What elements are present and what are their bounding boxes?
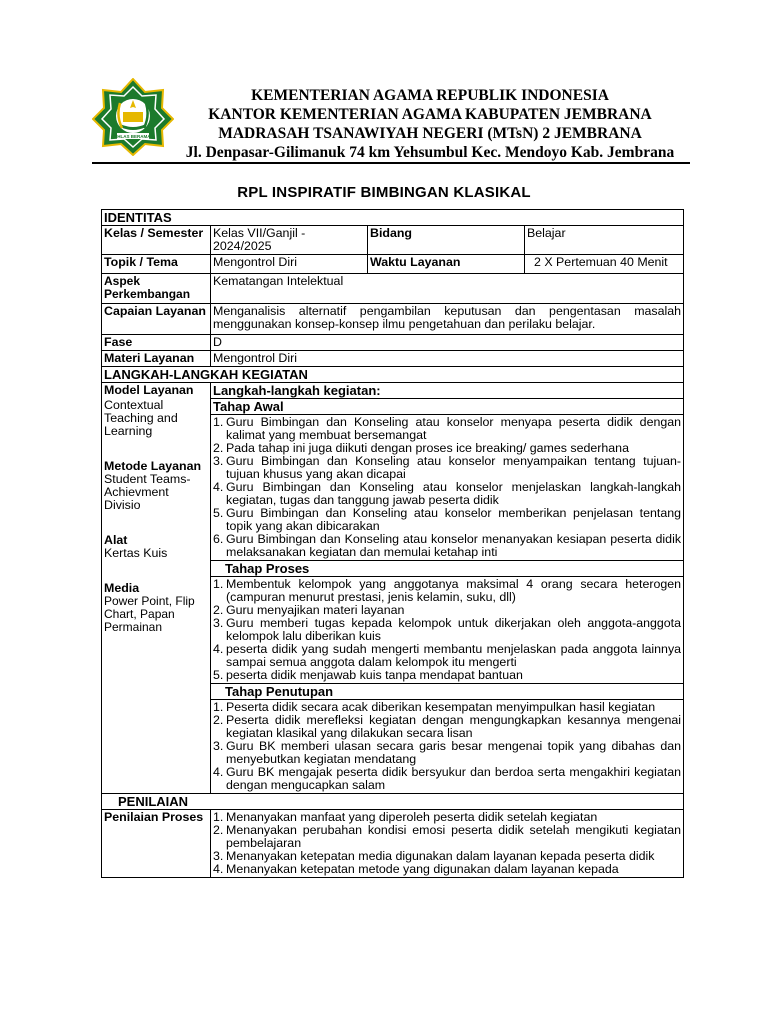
fase-label: Fase xyxy=(102,335,211,351)
penilaian-heading: PENILAIAN xyxy=(102,794,684,810)
list-item: 1. Peserta didik secara acak diberikan kesempatan menyimpulkan hasil kegiatan xyxy=(213,700,656,714)
list-item: 3. Menanyakan ketepatan media digunakan dalam layanan kepada peserta didik xyxy=(213,849,655,863)
list-item: 1. Membentuk kelompok yang anggotanya maksimal 4 orang secara heterogen (campuran menurut prestasi, jenis kelamin, suku, dll) xyxy=(213,577,682,604)
proses-list xyxy=(213,578,681,682)
topik-value: Mengontrol Diri xyxy=(211,255,368,274)
letterhead xyxy=(0,0,768,170)
bidang-value: Belajar xyxy=(525,226,684,255)
awal-list xyxy=(213,416,681,559)
media-value: Power Point, Flip Chart, Papan Permainan xyxy=(104,594,195,634)
list-item: 3. Guru memberi tugas kepada kelompok untuk dikerjakan oleh anggota-anggota kelompok lalu diberikan kuis xyxy=(213,616,682,643)
tahap-awal-steps xyxy=(211,415,684,561)
penilaian-items xyxy=(211,810,684,878)
layanan-sidebar xyxy=(102,383,211,794)
document-title: RPL INSPIRATIF BIMBINGAN KLASIKAL xyxy=(237,184,531,201)
list-item: 5. peserta didik menjawab kuis tanpa mendapat bantuan xyxy=(213,668,523,682)
institution-header xyxy=(175,86,685,162)
svg-text:IKHLAS BERAMAL: IKHLAS BERAMAL xyxy=(112,134,154,139)
topik-label: Topik / Tema xyxy=(102,255,211,274)
materi-value: Mengontrol Diri xyxy=(211,351,684,367)
model-value: Contextual Teaching and Learning xyxy=(104,398,178,438)
kemenag-logo-icon xyxy=(92,78,174,156)
metode-value: Student Teams-Achievment Divisio xyxy=(104,472,191,512)
list-item: 2. Peserta didik merefleksi kegiatan dengan mengungkapkan kesannya mengenai kegiatan klasikal yang dilakukan secara lisan xyxy=(213,713,682,740)
list-item: 2. Guru menyajikan materi layanan xyxy=(213,603,405,617)
office-name: KANTOR KEMENTERIAN AGAMA KABUPATEN JEMBRANA xyxy=(208,106,652,123)
alat-value: Kertas Kuis xyxy=(104,546,168,560)
list-item: 2. Pada tahap ini juga diikuti dengan proses ice breaking/ games sederhana xyxy=(213,441,629,455)
langkah-heading: LANGKAH-LANGKAH KEGIATAN xyxy=(102,367,684,383)
bidang-label: Bidang xyxy=(368,226,525,255)
waktu-value: 2 X Pertemuan 40 Menit xyxy=(525,255,684,274)
list-item: 3. Guru BK memberi ulasan secara garis besar mengenai topik yang dibahas dan menyebutkan kegiatan mendatang xyxy=(213,739,682,766)
capaian-value: Menganalisis alternatif pengambilan keputusan dan pengentasan masalah menggunakan konsep-konsep ilmu pengetahuan dan perilaku belajar. xyxy=(211,304,684,335)
model-label: Model Layanan xyxy=(104,383,194,397)
list-item: 6. Guru Bimbingan dan Konseling atau konselor menanyakan kesiapan peserta didik melaksanakan kegiatan dan memulai ketahap inti xyxy=(213,532,682,559)
ministry-name: KEMENTERIAN AGAMA REPUBLIK INDONESIA xyxy=(251,87,609,104)
tahap-penutupan-block xyxy=(211,684,684,794)
list-item: 4. peserta didik yang sudah mengerti membantu menjelaskan pada anggota lainnya sampai semua anggota dalam kelompok itu mengerti xyxy=(213,642,682,669)
tahap-proses-steps xyxy=(211,577,684,684)
alat-label: Alat xyxy=(104,533,128,547)
aspek-label: Aspek Perkembangan xyxy=(102,274,211,304)
tahap-proses-label: Tahap Proses xyxy=(211,561,684,577)
penilaian-list xyxy=(213,811,681,876)
fase-value: D xyxy=(211,335,684,351)
metode-label: Metode Layanan xyxy=(104,459,202,473)
list-item: 4. Guru BK mengajak peserta didik bersyukur dan berdoa serta mengakhiri kegiatan dengan mengucapkan salam xyxy=(213,765,682,792)
list-item: 1. Menanyakan manfaat yang diperoleh peserta didik setelah kegiatan xyxy=(213,810,598,824)
capaian-label: Capaian Layanan xyxy=(102,304,211,335)
school-address: Jl. Denpasar-Gilimanuk 74 km Yehsumbul Kec. Mendoyo Kab. Jembrana xyxy=(185,144,675,161)
tahap-awal-label: Tahap Awal xyxy=(211,399,684,415)
identitas-heading: IDENTITAS xyxy=(102,210,684,226)
materi-label: Materi Layanan xyxy=(102,351,211,367)
aspek-value: Kematangan Intelektual xyxy=(211,274,684,304)
kegiatan-label: Langkah-langkah kegiatan: xyxy=(211,383,684,399)
kelas-label: Kelas / Semester xyxy=(102,226,211,255)
list-item: 1. Guru Bimbingan dan Konseling atau konselor menyapa peserta didik dengan kalimat yang membuat bersemangat xyxy=(213,415,682,442)
media-label: Media xyxy=(104,581,140,595)
list-item: 3. Guru Bimbingan dan Konseling atau konselor menyampaikan tentang tujuan-tujuan khusus yang akan dicapai xyxy=(213,454,682,481)
header-divider xyxy=(92,162,690,164)
penutupan-list xyxy=(213,701,681,792)
kelas-value: Kelas VII/Ganjil - 2024/2025 xyxy=(211,226,368,255)
penilaian-proses-label: Penilaian Proses xyxy=(102,810,211,878)
list-item: 2. Menanyakan perubahan kondisi emosi peserta didik setelah mengikuti kegiatan pembelajaran xyxy=(213,823,682,850)
list-item: 5. Guru Bimbingan dan Konseling atau konselor memberikan penjelasan tentang topik yang akan dibicarakan xyxy=(213,506,682,533)
list-item: 4. Menanyakan ketepatan metode yang digunakan dalam layanan kepada xyxy=(213,862,619,876)
tahap-penutupan-label: Tahap Penutupan xyxy=(225,684,334,699)
waktu-label: Waktu Layanan xyxy=(368,255,525,274)
rpl-table xyxy=(101,209,684,878)
school-name: MADRASAH TSANAWIYAH NEGERI (MTsN) 2 JEMBRANA xyxy=(218,125,642,142)
list-item: 4. Guru Bimbingan dan Konseling atau konselor menjelaskan langkah-langkah kegiatan, tugas dan tanggung jawab peserta didik xyxy=(213,480,682,507)
